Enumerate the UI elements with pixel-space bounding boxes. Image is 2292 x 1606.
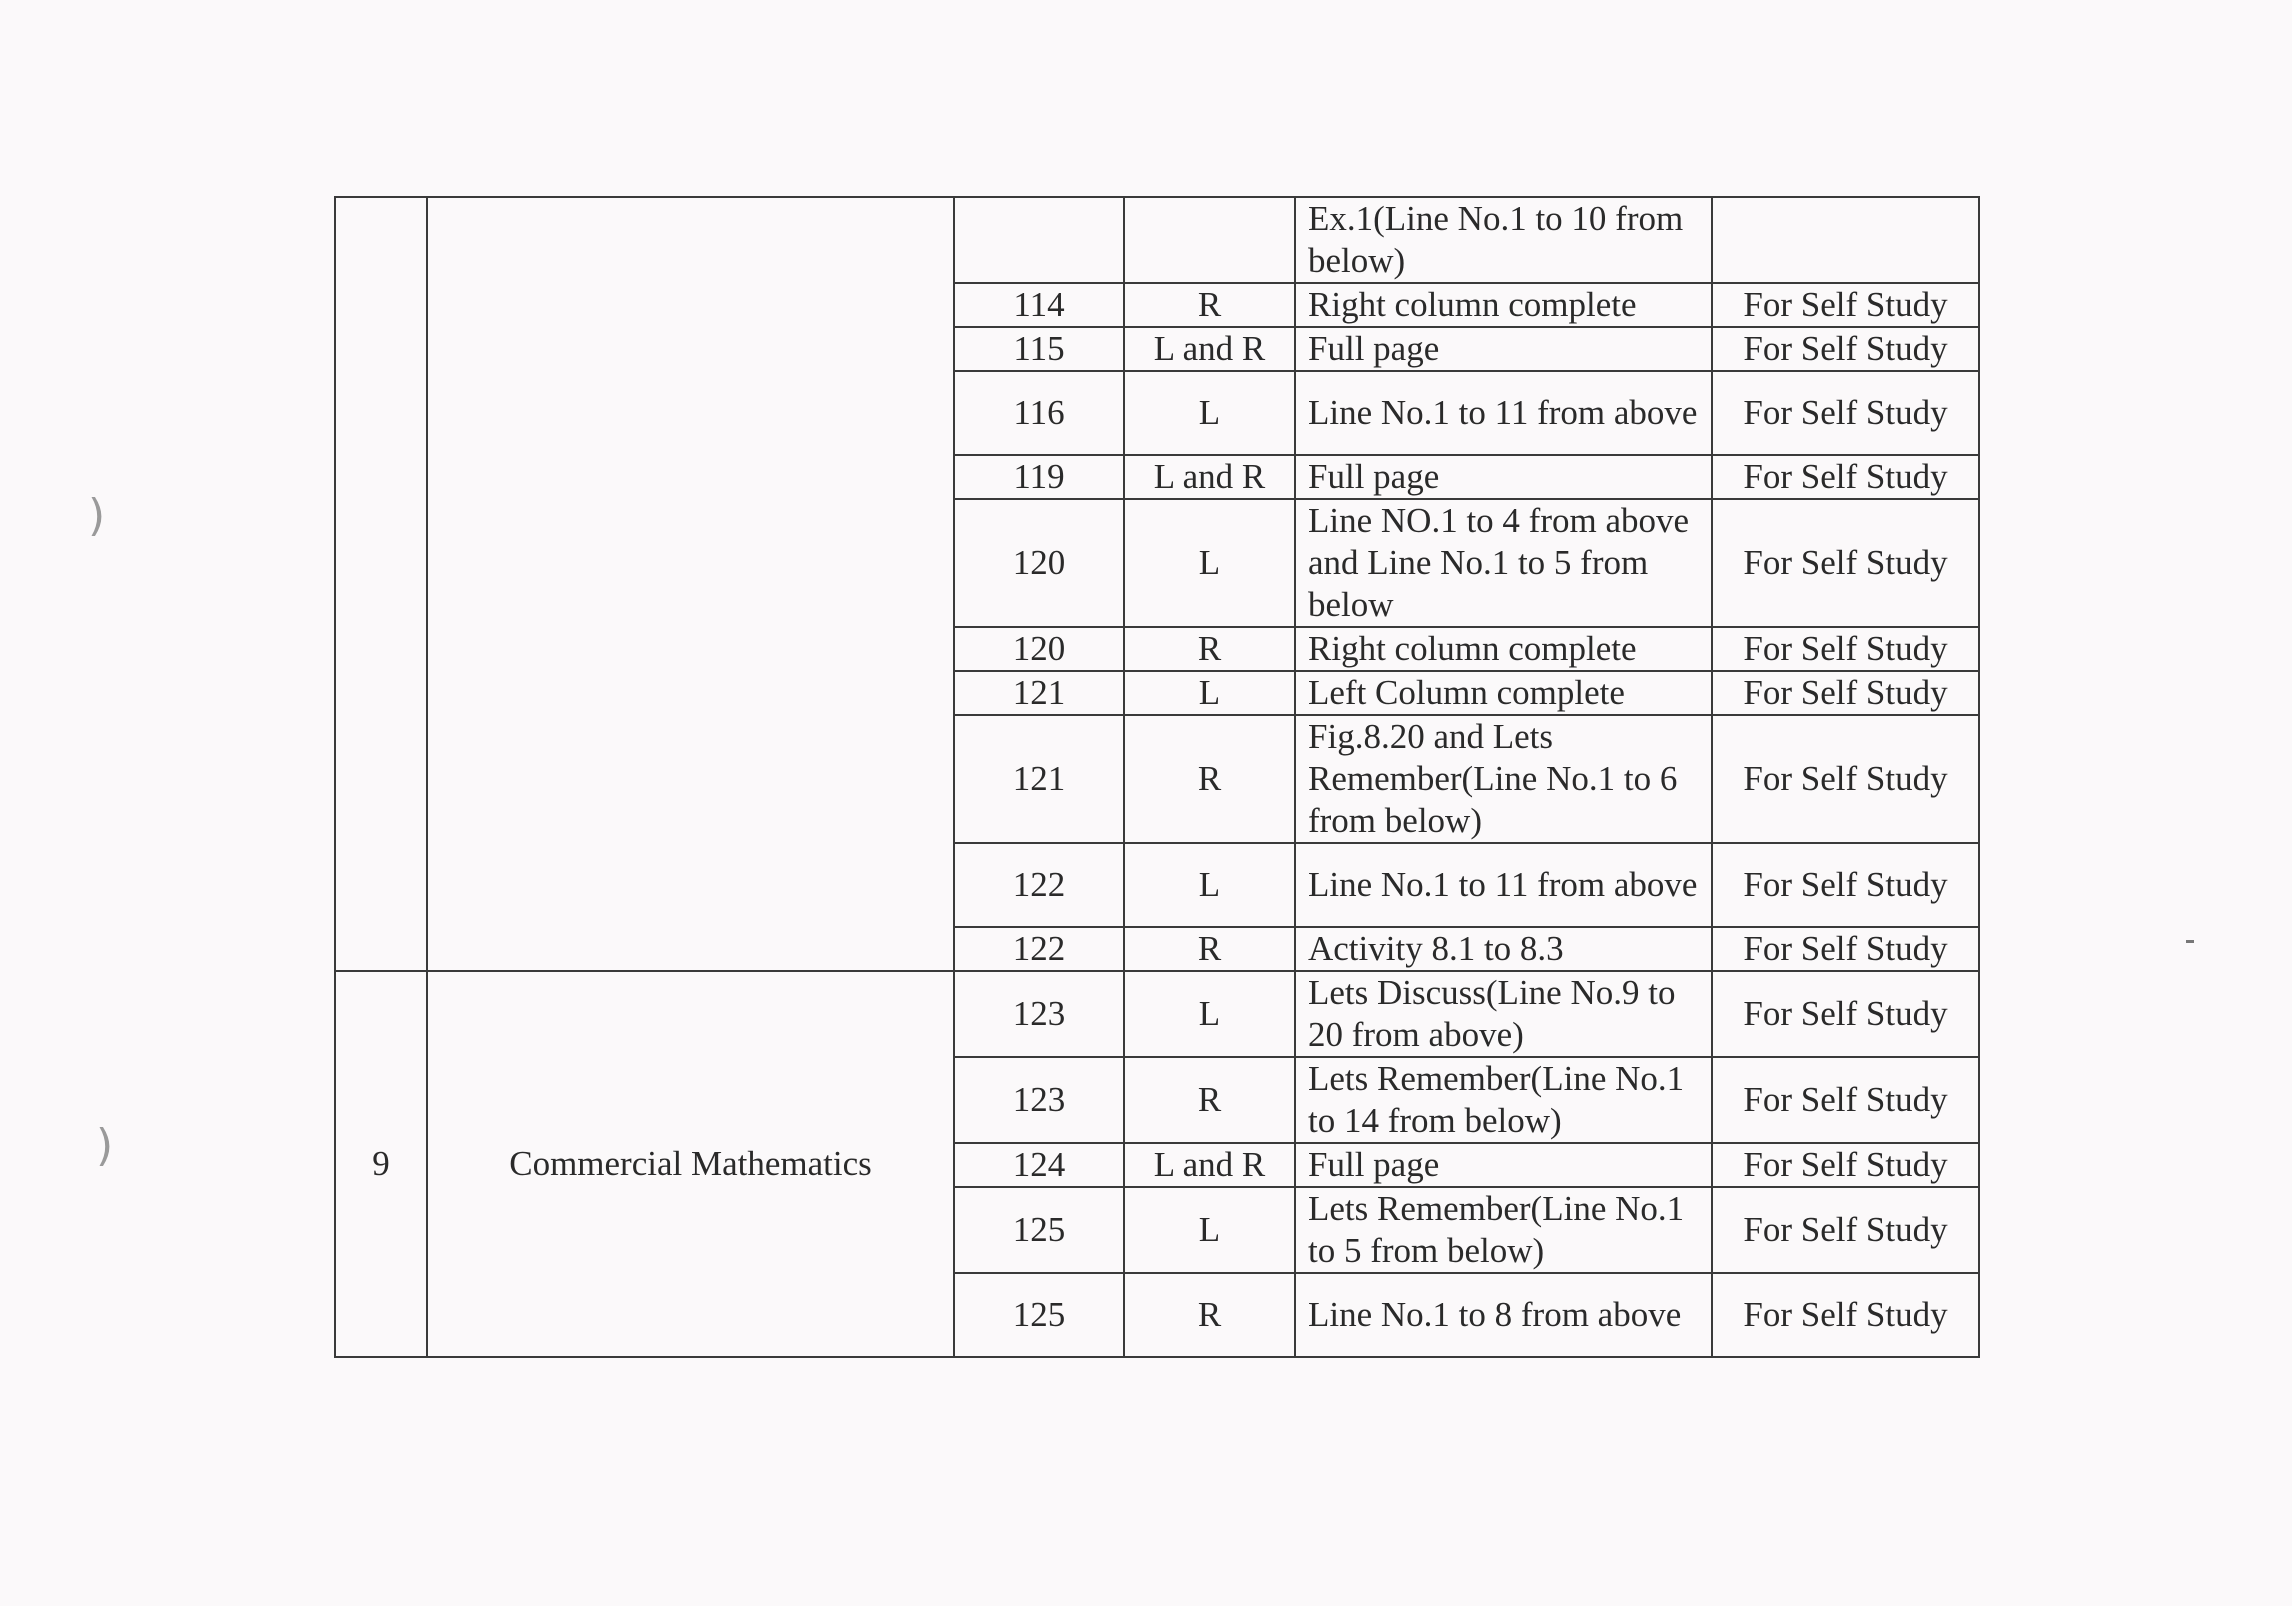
page-cell: 123	[954, 971, 1124, 1057]
page-cell: 122	[954, 843, 1124, 927]
detail-cell: Fig.8.20 and Lets Remember(Line No.1 to 6 from below)	[1295, 715, 1712, 843]
column-cell: R	[1124, 1273, 1295, 1357]
column-cell: L	[1124, 371, 1295, 455]
page-cell: 121	[954, 671, 1124, 715]
chapter-number-cell	[335, 197, 427, 971]
column-cell: L	[1124, 1187, 1295, 1273]
detail-cell: Full page	[1295, 455, 1712, 499]
detail-cell: Left Column complete	[1295, 671, 1712, 715]
detail-cell: Right column complete	[1295, 627, 1712, 671]
remark-cell: For Self Study	[1712, 499, 1979, 627]
page-cell: 116	[954, 371, 1124, 455]
scan-artifact-paren: )	[88, 490, 106, 541]
chapter-number-cell: 9	[335, 971, 427, 1357]
detail-cell: Lets Remember(Line No.1 to 14 from below)	[1295, 1057, 1712, 1143]
column-cell: L	[1124, 971, 1295, 1057]
column-cell: R	[1124, 283, 1295, 327]
detail-cell: Ex.1(Line No.1 to 10 from below)	[1295, 197, 1712, 283]
page-cell: 120	[954, 627, 1124, 671]
page-cell: 121	[954, 715, 1124, 843]
page-cell: 120	[954, 499, 1124, 627]
page-cell: 114	[954, 283, 1124, 327]
detail-cell: Full page	[1295, 1143, 1712, 1187]
detail-cell: Line No.1 to 11 from above	[1295, 843, 1712, 927]
remark-cell: For Self Study	[1712, 1187, 1979, 1273]
column-cell: L and R	[1124, 455, 1295, 499]
remark-cell: For Self Study	[1712, 327, 1979, 371]
scan-artifact-paren: )	[96, 1120, 114, 1171]
detail-cell: Lets Discuss(Line No.9 to 20 from above)	[1295, 971, 1712, 1057]
remark-cell: For Self Study	[1712, 1273, 1979, 1357]
table-row	[335, 971, 1979, 1057]
page-cell: 122	[954, 927, 1124, 971]
column-cell: L and R	[1124, 1143, 1295, 1187]
detail-cell: Right column complete	[1295, 283, 1712, 327]
remark-cell: For Self Study	[1712, 671, 1979, 715]
page-cell: 125	[954, 1187, 1124, 1273]
remark-cell: For Self Study	[1712, 371, 1979, 455]
column-cell: R	[1124, 627, 1295, 671]
remark-cell: For Self Study	[1712, 283, 1979, 327]
remark-cell: For Self Study	[1712, 1057, 1979, 1143]
page-cell: 123	[954, 1057, 1124, 1143]
detail-cell: Line NO.1 to 4 from above and Line No.1 to 5 from below	[1295, 499, 1712, 627]
detail-cell: Line No.1 to 11 from above	[1295, 371, 1712, 455]
column-cell: L	[1124, 499, 1295, 627]
column-cell: L	[1124, 843, 1295, 927]
remark-cell	[1712, 197, 1979, 283]
remark-cell: For Self Study	[1712, 927, 1979, 971]
page-cell: 115	[954, 327, 1124, 371]
column-cell: L and R	[1124, 327, 1295, 371]
syllabus-table	[334, 196, 1980, 1358]
remark-cell: For Self Study	[1712, 455, 1979, 499]
remark-cell: For Self Study	[1712, 627, 1979, 671]
page-cell	[954, 197, 1124, 283]
detail-cell: Line No.1 to 8 from above	[1295, 1273, 1712, 1357]
column-cell	[1124, 197, 1295, 283]
detail-cell: Lets Remember(Line No.1 to 5 from below)	[1295, 1187, 1712, 1273]
page-cell: 125	[954, 1273, 1124, 1357]
detail-cell: Activity 8.1 to 8.3	[1295, 927, 1712, 971]
column-cell: L	[1124, 671, 1295, 715]
column-cell: R	[1124, 927, 1295, 971]
page-cell: 124	[954, 1143, 1124, 1187]
remark-cell: For Self Study	[1712, 1143, 1979, 1187]
remark-cell: For Self Study	[1712, 715, 1979, 843]
column-cell: R	[1124, 1057, 1295, 1143]
scan-artifact-dot	[2186, 940, 2194, 943]
column-cell: R	[1124, 715, 1295, 843]
chapter-name-cell	[427, 197, 954, 971]
remark-cell: For Self Study	[1712, 971, 1979, 1057]
page-cell: 119	[954, 455, 1124, 499]
table-row	[335, 197, 1979, 283]
detail-cell: Full page	[1295, 327, 1712, 371]
chapter-name-cell: Commercial Mathematics	[427, 971, 954, 1357]
remark-cell: For Self Study	[1712, 843, 1979, 927]
